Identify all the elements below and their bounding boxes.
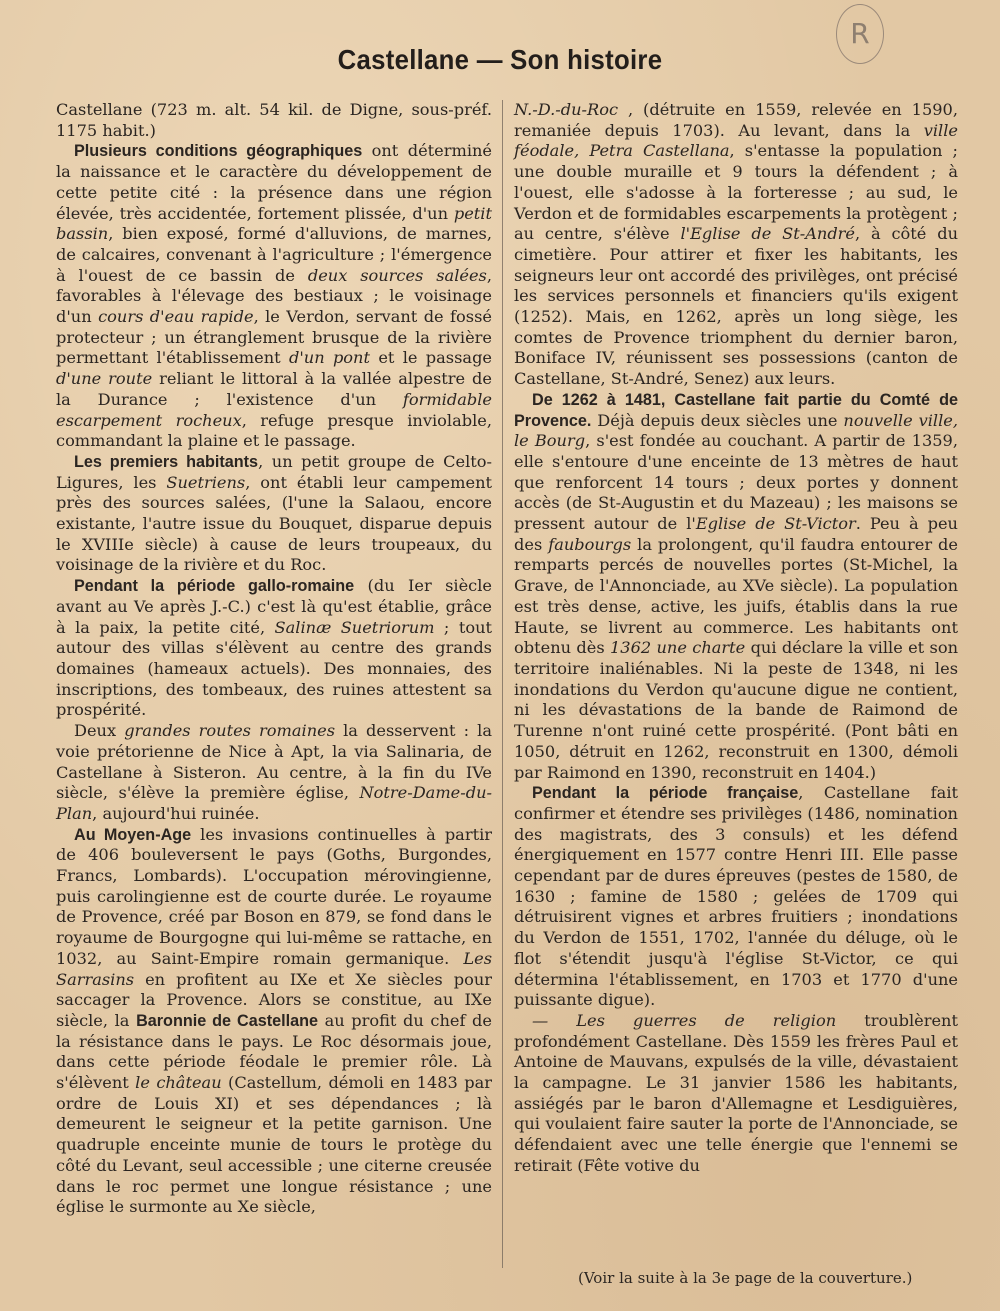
left-column bbox=[56, 100, 492, 1218]
feudal-town-paragraph: N.-D.-du-Roc , (détruite en 1559, relevée en 1590, remaniée depuis 1703). Au levant, dans la ville féodale, Petra Castellana, s'entasse la population ; une double muraille et 9 tours la défendent ; à l'ouest, elle s'adosse à la forteresse ; au sud, le Verdon et de formidables escarpements la protègent ; au centre, s'élève l'Eglise de St-André, à côté du cimetière. Pour attirer et fixer les habitants, les seigneurs leur ont accordé des privilèges, ont précisé les services personnels et financiers qu'ils exigent (1252). Mais, en 1262, après un long siège, les comtes de Provence triomphent du dernier baron, Boniface IV, réunissent ses possessions (canton de Castellane, St-André, Senez) aux leurs. bbox=[514, 100, 959, 389]
column-divider bbox=[502, 100, 503, 1268]
geography-paragraph: Plusieurs conditions géographiques ont déterminé la naissance et le caractère du développement de cette petite cité : la présence dans une région élevée, très accidentée, fortement plissée, d'un petit bassin, bien exposé, formé d'alluvions, de marnes, de calcaires, convenant à l'agriculture ; l'émergence à l'ouest de ce bassin de deux sources salées, favorables à l'élevage des bestiaux ; le voisinage d'un cours d'eau rapide, le Verdon, servant de fossé protecteur ; un étranglement brusque de la rivière permettant l'établissement d'un pont et le passage d'une route reliant le littoral à la vallée alpestre de la Durance ; l'existence d'un formidable escarpement rocheux, refuge presque inviolable, commandant la plaine et le passage. bbox=[56, 141, 493, 451]
continuation-note: (Voir la suite à la 3e page de la couverture.) bbox=[578, 1269, 913, 1287]
intro-paragraph: Castellane (723 m. alt. 54 kil. de Digne, sous-préf. 1175 habit.) bbox=[56, 100, 492, 140]
gallo-roman-paragraph: Pendant la période gallo-romaine (du Ier siècle avant au Ve après J.-C.) c'est là qu'est établie, grâce à la paix, la petite cité, Salinæ Suetriorum ; tout autour des villas s'élèvent au centre des grands domaines (hameaux actuels). Des monnaies, des inscriptions, des tombeaux, des ruines attestent sa prospérité. bbox=[56, 576, 492, 720]
right-column bbox=[514, 100, 958, 1177]
county-of-provence-paragraph: De 1262 à 1481, Castellane fait partie du Comté de Provence. Déjà depuis deux siècles une nouvelle ville, le Bourg, s'est fondée au couchant. A partir de 1359, elle s'entoure d'une enceinte de 13 mètres de haut que renforcent 14 tours ; deux portes y donnent accès (de St-Augustin et du Mazeau) ; les maisons se pressent autour de l'Eglise de St-Victor. Peu à peu des faubourgs la prolongent, qu'il faudra entourer de remparts percés de nouvelles portes (St-Michel, la Grave, de l'Annonciade, au XVe siècle). La population est très dense, active, les juifs, établis dans la rue Haute, se livrent au commerce. Les habitants ont obtenu dès 1362 une charte qui déclare la ville et son territoire inaliénables. Ni la peste de 1348, ni les inondations du Verdon qu'aucune digue ne contient, ni les dévastations de la bande de Raimond de Turenne n'ont ruiné cette prospérité. (Pont bâti en 1050, détruit en 1262, reconstruit en 1300, démoli par Raimond en 1390, reconstruit en 1404.) bbox=[514, 390, 958, 782]
french-period-paragraph: Pendant la période française, Castellane fait confirmer et étendre ses privilèges (1486, nomination des magistrats, des 3 consuls) et les défend énergiquement en 1577 contre Henri III. Elle passe cependant par de dures épreuves (pestes de 1580, de 1630 ; famine de 1580 ; gelées de 1709 qui détruisirent vignes et arbres fruitiers ; inondations du Verdon de 1551, 1702, l'année du déluge, où le flot s'étendit jusqu'à l'église St-Victor, ce qui détermina l'établissement, en 1703 et 1770 d'une puissante digue). bbox=[514, 783, 959, 1010]
page-title: Castellane — Son histoire bbox=[337, 44, 663, 75]
wars-of-religion-paragraph: — Les guerres de religion troublèrent profondément Castellane. Dès 1559 les frères Paul et Antoine de Mauvans, expulsés de la ville, dévastaient la campagne. Le 31 janvier 1586 les habitants, assiégés par le baron d'Allemagne et Lesdiguières, qui voulaient faire sauter la porte de l'Annonciade, se défendaient avec une telle énergie que l'ennemi se retirait (Fête votive du bbox=[514, 1010, 958, 1175]
middle-ages-paragraph: Au Moyen-Age les invasions continuelles à partir de 406 bouleversent le pays (Goths, Burgondes, Francs, Lombards). L'occupation mérovingienne, puis carolingienne est de courte durée. Le royaume de Provence, créé par Boson en 879, se fond dans le royaume de Bourgogne qui lui-même se rattache, en 1032, au Saint-Empire romain germanique. Les Sarrasins en profitent au IXe et Xe siècles pour saccager la Provence. Alors se constitue, au IXe siècle, la Baronnie de Castellane au profit du chef de la résistance dans le pays. Le Roc désormais joue, dans cette période féodale le premier rôle. Là s'élèvent le château (Castellum, démoli en 1483 par ordre de Louis XI) et ses dépendances ; là demeurent le seigneur et la petite garnison. Une quadruple enceinte munie de tours le protège du côté du Levant, seul accessible ; une citerne creusée dans le roc permet une longue résistance ; une église le surmonte au Xe siècle, bbox=[56, 824, 492, 1217]
roman-roads-paragraph: Deux grandes routes romaines la desservent : la voie prétorienne de Nice à Apt, la via Salinaria, de Castellane à Sisteron. Au centre, à la fin du IVe siècle, s'élève la première église, Notre-Dame-du-Plan, aujourd'hui ruinée. bbox=[56, 721, 492, 823]
library-stamp: R bbox=[836, 4, 884, 64]
first-inhabitants-paragraph: Les premiers habitants, un petit groupe de Celto-Ligures, les Suetriens, ont établi leur campement près des sources salées, (l'une la Salaou, encore existante, l'autre issue du Bouquet, disparue depuis le XVIIIe siècle) à cause de leurs troupeaux, du voisinage de la rivière et du Roc. bbox=[56, 451, 492, 575]
